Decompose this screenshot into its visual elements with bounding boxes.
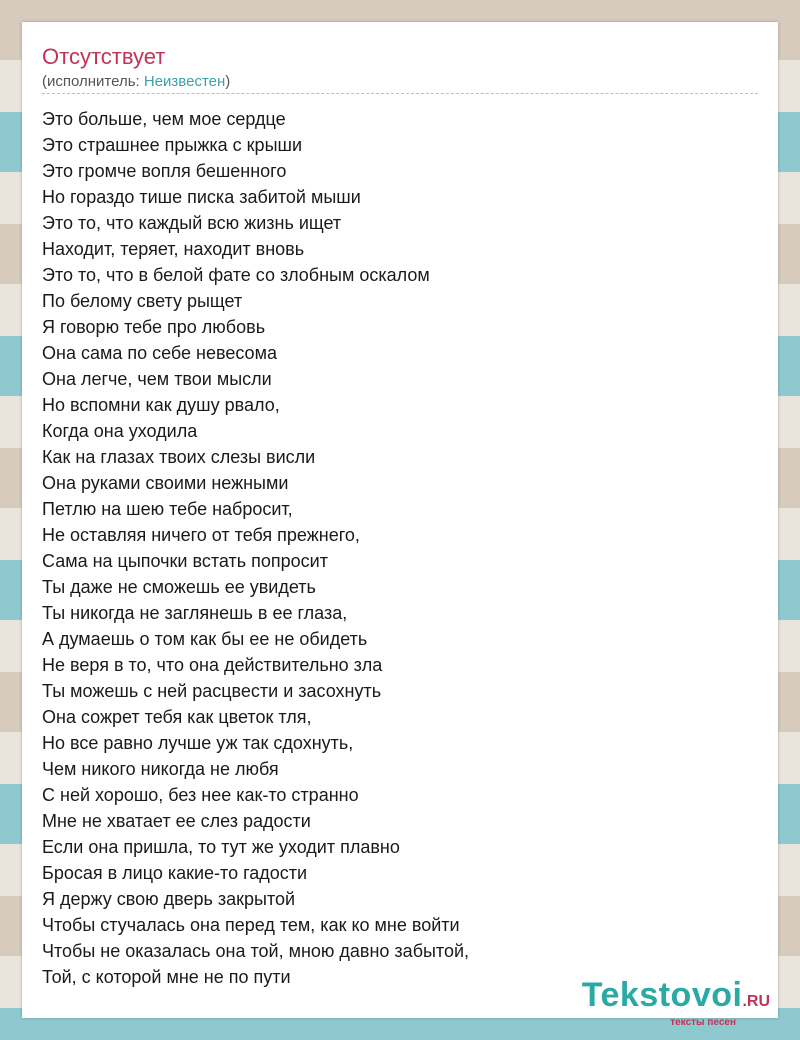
lyric-line: Петлю на шею тебе набросит, [42,499,293,519]
lyric-line: Мне не хватает ее слез радости [42,811,311,831]
lyric-line: Чтобы стучалась она перед тем, как ко мне войти [42,915,460,935]
lyrics-card [22,22,778,1028]
lyric-line: Ты никогда не заглянешь в ее глаза, [42,603,348,623]
lyric-line: Ты можешь с ней расцвести и засохнуть [42,681,382,701]
lyric-line: Ты даже не сможешь ее увидеть [42,577,316,597]
logo-name: Tekstovoi [581,976,743,1014]
logo-wordmark [582,978,770,1019]
performer-prefix: (исполнитель: [42,73,144,90]
lyric-line: Она сожрет тебя как цветок тля, [42,707,312,727]
performer-suffix: ) [225,73,231,90]
performer-link[interactable]: Неизвестен [143,73,226,90]
lyric-line: Я говорю тебе про любовь [42,317,266,337]
lyric-line: Это страшнее прыжка с крыши [42,135,302,155]
lyric-line: Как на глазах твоих слезы висли [42,447,316,467]
lyric-line: Это то, что каждый всю жизнь ищет [42,213,342,233]
lyric-line: Если она пришла, то тут же уходит плавно [42,837,400,857]
lyric-line: Той, с которой мне не по пути [42,967,291,987]
lyric-line: А думаешь о том как бы ее не обидеть [42,629,368,649]
lyric-line: Не веря в то, что она действительно зла [42,655,383,675]
lyric-line: Я держу свою дверь закрытой [42,889,296,909]
title-divider [42,93,758,94]
lyric-line: С ней хорошо, без нее как-то странно [42,785,359,805]
lyric-line: Бросая в лицо какие-то гадости [42,863,308,883]
lyric-line: Это больше, чем мое сердце [42,109,286,129]
lyric-line: Но гораздо тише писка забитой мыши [42,187,361,207]
lyric-line: Она сама по себе невесома [42,343,277,363]
lyric-line: Сама на цыпочки встать попросит [42,551,328,571]
lyric-line: Это громче вопля бешенного [42,161,287,181]
lyric-line: Но вспомни как душу рвало, [42,395,280,415]
site-logo[interactable] [582,978,770,1028]
lyric-line: Она легче, чем твои мысли [42,369,272,389]
lyric-line: Не оставляя ничего от тебя прежнего, [42,525,360,545]
lyric-line: Находит, теряет, находит вновь [42,239,305,259]
lyric-line: Чтобы не оказалась она той, мною давно забытой, [42,941,470,961]
lyric-line: Когда она уходила [42,421,198,441]
lyric-line: Это то, что в белой фате со злобным оскалом [42,265,430,285]
logo-domain: .RU [742,993,770,1010]
performer-line [42,73,230,91]
lyric-line: Но все равно лучше уж так сдохнуть, [42,733,354,753]
lyric-line: Она руками своими нежными [42,473,289,493]
lyric-line: По белому свету рыщет [42,291,243,311]
logo-tagline: тексты песен [670,1017,736,1028]
lyrics-text [42,106,469,990]
song-title: Отсутствует [42,44,166,69]
lyric-line: Чем никого никогда не любя [42,759,279,779]
